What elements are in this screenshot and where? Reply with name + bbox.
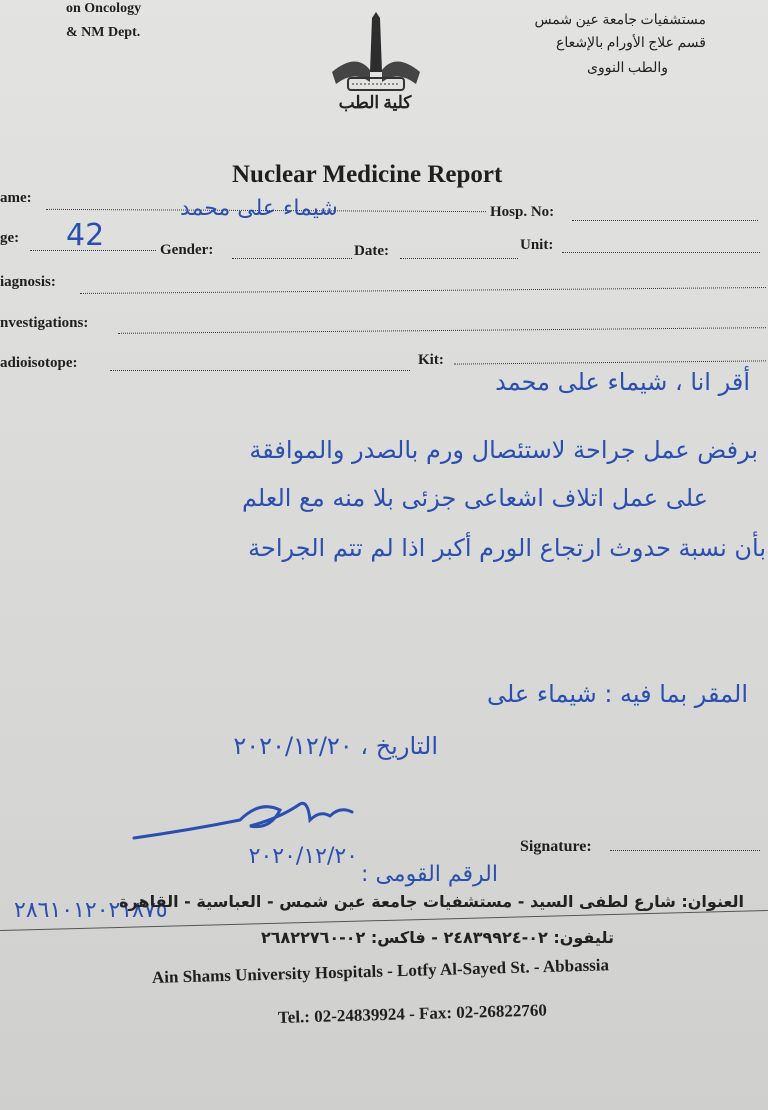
page-title: Nuclear Medicine Report: [232, 161, 503, 188]
declarant-line: المقر بما فيه : شيماء على: [486, 680, 748, 708]
date-label: Date:: [354, 243, 389, 259]
dept-en-line1: on Oncology: [66, 1, 142, 16]
dept-ar-line1: مستشفيات جامعة عين شمس: [534, 13, 706, 28]
gender-field-line: [232, 258, 352, 259]
dept-en-line2: & NM Dept.: [66, 25, 141, 40]
age-handwritten: 42: [66, 218, 105, 253]
unit-label: Unit:: [520, 237, 554, 253]
footer-address-ar: العنوان: شارع لطفى السيد - مستشفيات جامعة عين شمس - العباسية - القاهرة: [119, 892, 744, 911]
gender-label: Gender:: [160, 242, 214, 258]
diagnosis-label: iagnosis:: [0, 274, 56, 290]
signature-label: Signature:: [520, 838, 592, 855]
radioisotope-field-line: [110, 370, 410, 371]
national-id-label: الرقم القومى :: [361, 862, 498, 887]
declaration-line1: أقر انا ، شيماء على محمد: [495, 368, 750, 396]
radioisotope-label: adioisotope:: [0, 355, 78, 371]
hosp-no-label: Hosp. No:: [490, 204, 555, 220]
dept-ar-line3: والطب النووى: [587, 61, 668, 76]
declaration-line4: بأن نسبة حدوث ارتجاع الورم أكبر اذا لم تتم الجراحة: [248, 534, 766, 562]
declaration-line3: على عمل اتلاف اشعاعى جزئى بلا منه مع العلم: [241, 484, 708, 512]
signature-field-line: [610, 850, 760, 851]
declaration-line2: برفض عمل جراحة لاستئصال ورم بالصدر والموافقة: [249, 436, 758, 464]
kit-field-line: [454, 360, 766, 364]
footer-phone-ar: تليفون: ٠٢-٢٤٨٣٩٩٢٤ - فاكس: ٠٢-٢٦٨٢٢٧٦٠: [261, 928, 614, 947]
diagnosis-field-line: [80, 287, 766, 294]
name-label: ame:: [0, 190, 32, 206]
age-label: ge:: [0, 230, 20, 246]
kit-label: Kit:: [418, 352, 444, 368]
unit-field-line: [562, 252, 760, 253]
hosp-no-field-line: [572, 220, 758, 221]
investigations-label: nvestigations:: [0, 315, 89, 331]
date-field-line: [400, 258, 518, 259]
handwritten-signature: [130, 790, 360, 850]
investigations-field-line: [118, 327, 766, 334]
name-handwritten: شيماء على محمد: [180, 196, 338, 221]
faculty-label: كلية الطب: [338, 93, 412, 112]
date-handwritten: التاريخ ، ٢٠٢٠/١٢/٢٠: [233, 732, 438, 760]
footer-phone-en: Tel.: 02-24839924 - Fax: 02-26822760: [277, 1000, 548, 1027]
footer-address-en: Ain Shams University Hospitals - Lotfy Al-Sayed St. - Abbassia: [151, 955, 610, 987]
national-id-number: ٢٨٦١٠١٢٠٢١٨٧٥: [14, 898, 168, 923]
dept-ar-line2: قسم علاج الأورام بالإشعاع: [556, 36, 706, 51]
signature-date: ٢٠٢٠/١٢/٢٠: [248, 844, 358, 869]
